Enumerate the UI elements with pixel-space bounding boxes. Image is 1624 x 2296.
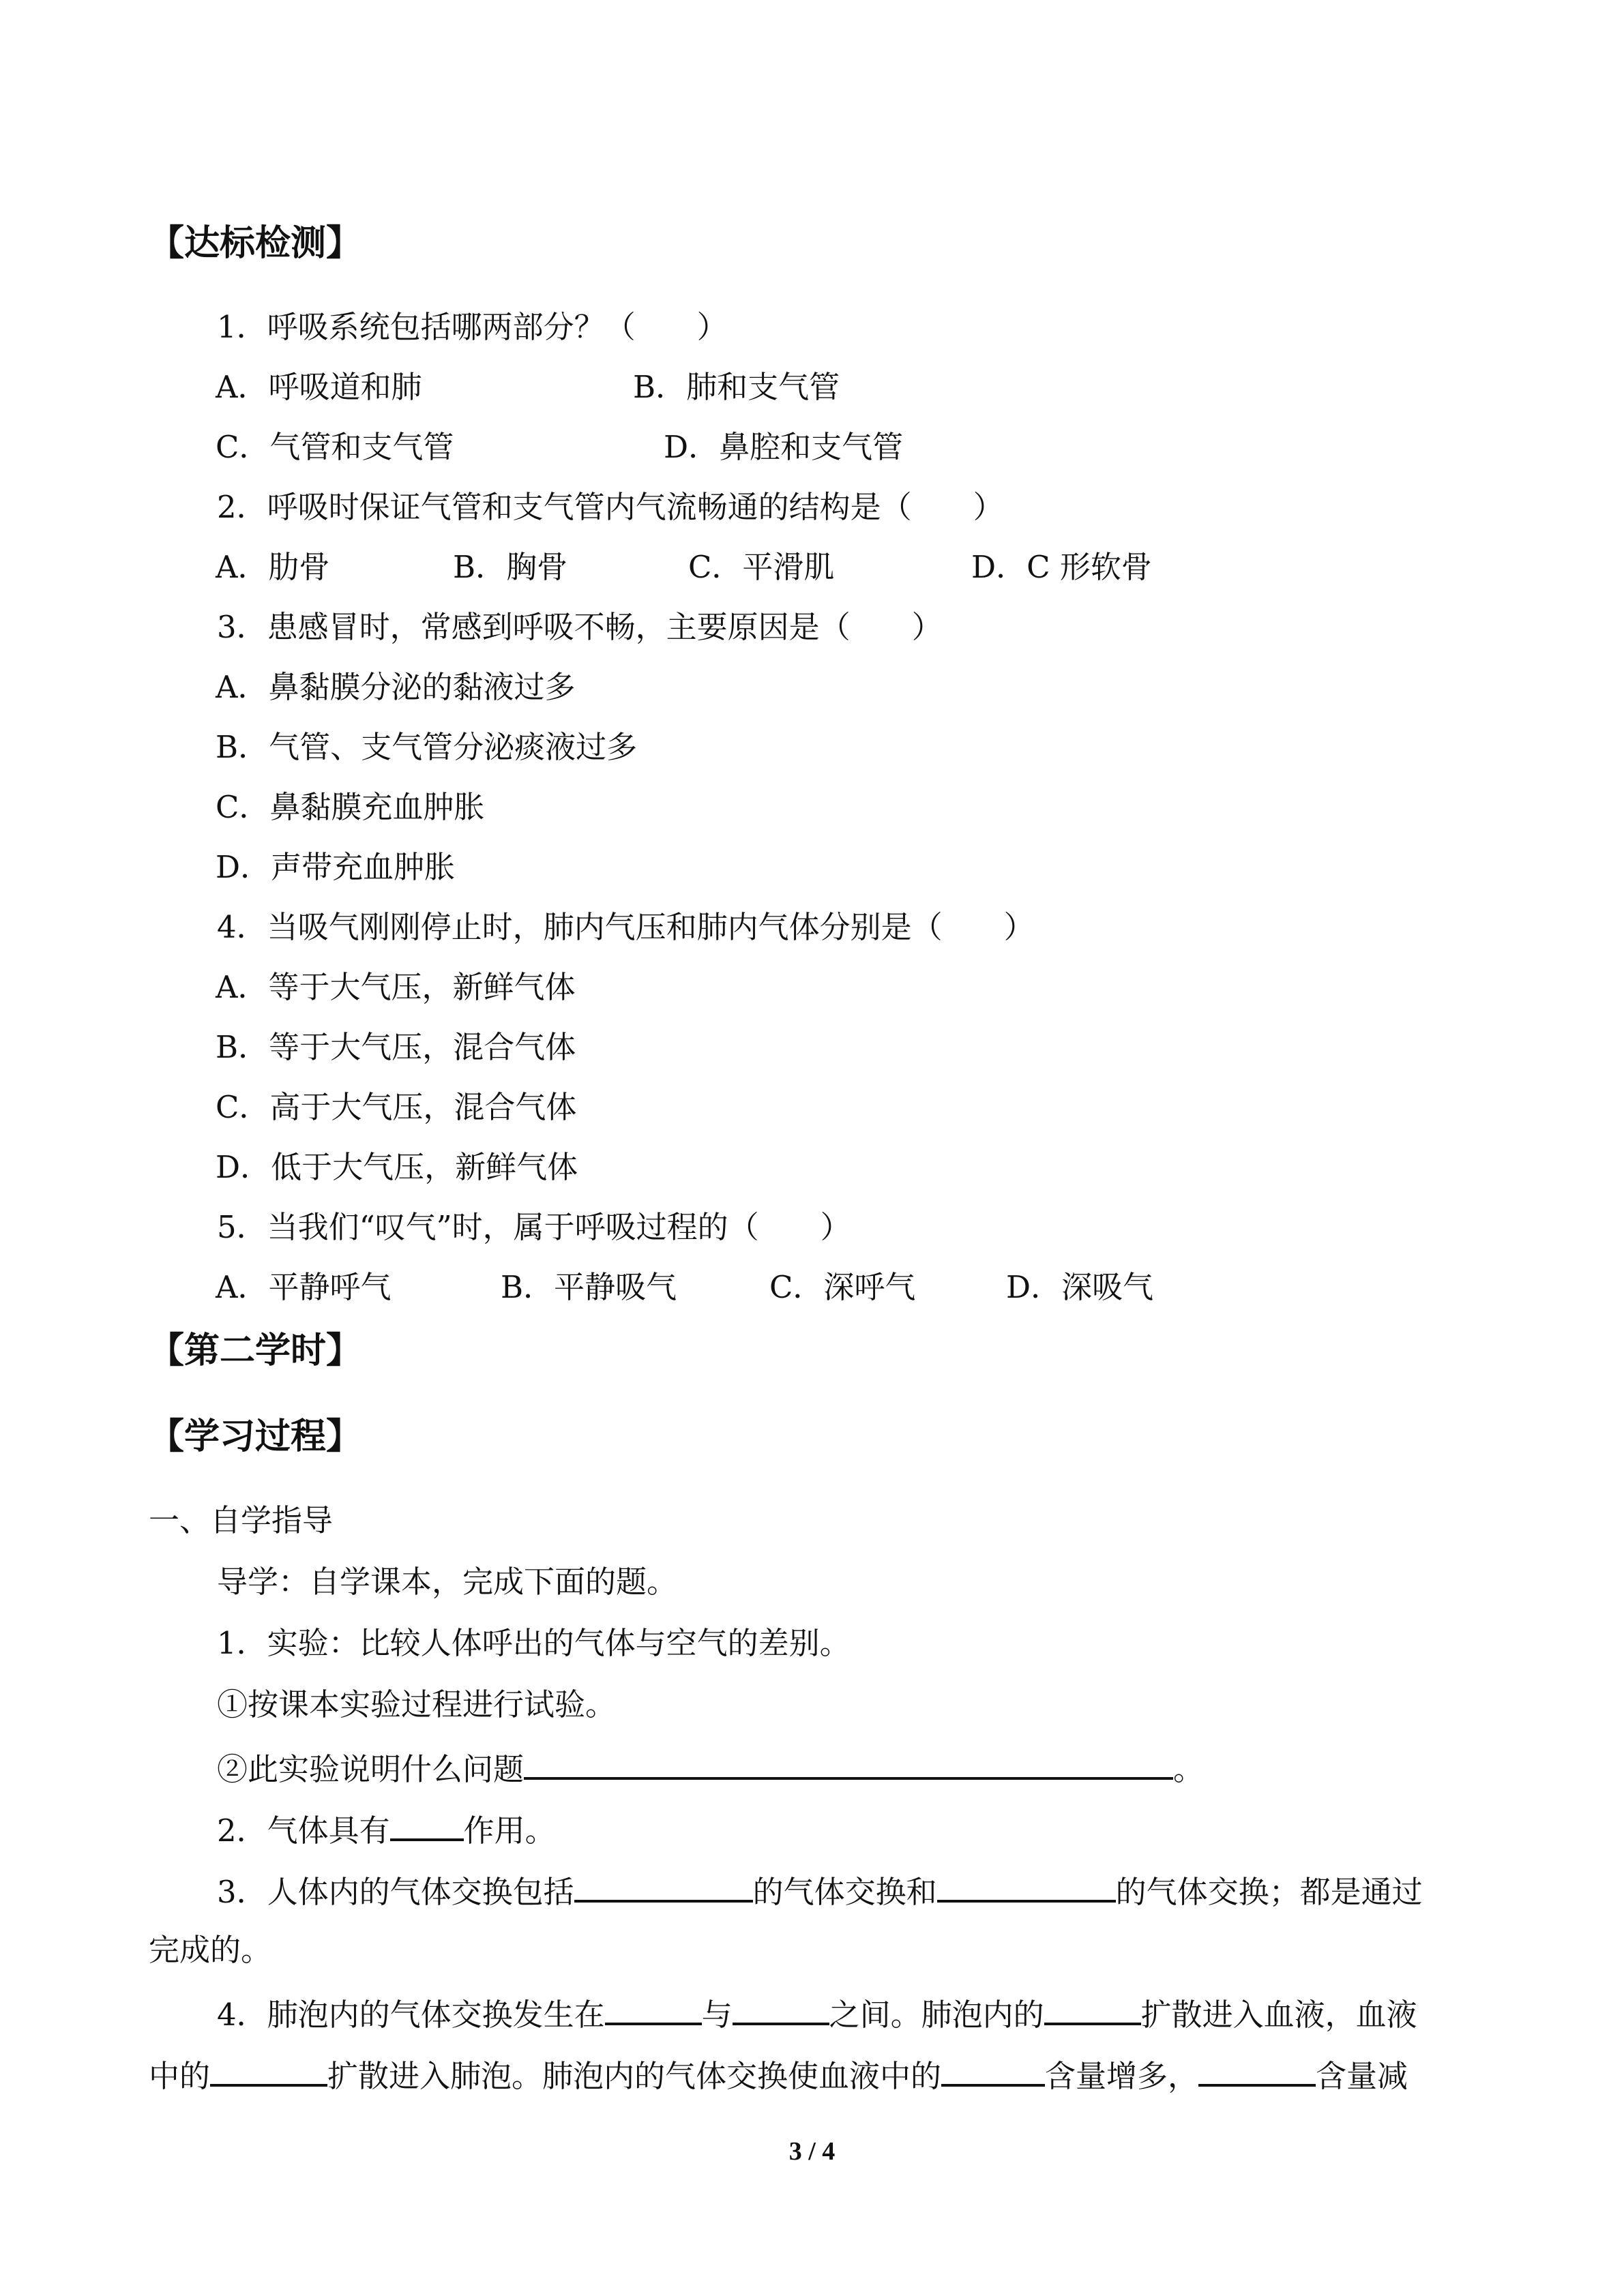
question-2-option-a: A．肋骨 — [216, 549, 330, 585]
study-item-1-step-2-text: ②此实验说明什么问题 — [217, 1751, 525, 1787]
study-item-4-text-h: 含量减 — [1316, 2058, 1408, 2094]
question-5-option-a: A．平静呼气 — [216, 1269, 392, 1305]
answer-blank[interactable] — [941, 2053, 1045, 2087]
question-5-option-c: C．深呼气 — [769, 1269, 916, 1305]
question-2-option-b: B．胸骨 — [453, 549, 568, 585]
study-item-1-step-2-end: 。 — [1173, 1751, 1205, 1787]
study-item-3-continued: 完成的。 — [149, 1932, 272, 1968]
section-heading-check: 【达标检测】 — [149, 223, 362, 264]
section-heading-process: 【学习过程】 — [149, 1416, 362, 1457]
study-guide: 导学：自学课本，完成下面的题。 — [217, 1564, 678, 1600]
study-item-4-text-g: 含量增多， — [1045, 2058, 1199, 2094]
question-4-option-b: B．等于大气压，混合气体 — [216, 1029, 576, 1065]
question-2-option-c: C．平滑肌 — [688, 549, 835, 585]
question-4-option-d: D．低于大气压，新鲜气体 — [216, 1149, 578, 1185]
page-number: 3 / 4 — [788, 2137, 836, 2166]
study-item-2-end: 作用。 — [463, 1813, 556, 1849]
answer-blank[interactable] — [524, 1746, 1173, 1780]
study-item-4-text-a: 4．肺泡内的气体交换发生在 — [217, 1997, 605, 2033]
study-item-4-text-f: 扩散进入肺泡。肺泡内的气体交换使血液中的 — [327, 2058, 942, 2094]
answer-blank[interactable] — [733, 1991, 829, 2025]
answer-blank[interactable] — [1198, 2053, 1316, 2087]
study-item-3-end: 的气体交换；都是通过 — [1115, 1874, 1423, 1910]
study-item-1-step-2 — [217, 1746, 1204, 1787]
study-item-2-text: 2．气体具有 — [217, 1813, 390, 1849]
study-item-4-text-d: 扩散进入血液，血液 — [1140, 1997, 1417, 2033]
question-3-option-b: B．气管、支气管分泌痰液过多 — [216, 729, 638, 765]
question-1-option-c: C．气管和支气管 — [216, 429, 454, 465]
question-3-option-d: D．声带充血肿胀 — [216, 849, 456, 885]
study-section-title: 一、自学指导 — [149, 1502, 334, 1538]
question-5-option-b: B．平静吸气 — [501, 1269, 677, 1305]
question-4-option-c: C．高于大气压，混合气体 — [216, 1089, 577, 1125]
study-item-1-step-1: ①按课本实验过程进行试验。 — [217, 1686, 617, 1723]
answer-blank[interactable] — [937, 1868, 1116, 1903]
answer-blank[interactable] — [605, 1991, 702, 2025]
question-1-stem: 1．呼吸系统包括哪两部分？（ ） — [217, 309, 728, 345]
study-item-4 — [217, 1991, 1417, 2032]
question-1-option-b: B．肺和支气管 — [633, 369, 840, 405]
question-2-option-d: D．C 形软骨 — [971, 549, 1152, 585]
study-item-4-text-e: 中的 — [149, 2058, 211, 2094]
study-item-3-text: 3．人体内的气体交换包括 — [217, 1874, 574, 1910]
question-4-option-a: A．等于大气压，新鲜气体 — [216, 969, 576, 1005]
question-5-option-d: D．深吸气 — [1006, 1269, 1154, 1305]
study-item-3-mid: 的气体交换和 — [752, 1874, 937, 1910]
study-item-4-text-b: 与 — [701, 1997, 733, 2033]
section-heading-second-period: 【第二学时】 — [149, 1330, 362, 1371]
question-5-stem: 5．当我们“叹气”时，属于呼吸过程的（ ） — [217, 1209, 851, 1245]
study-item-2 — [217, 1807, 556, 1848]
answer-blank[interactable] — [210, 2053, 327, 2087]
study-item-1: 1．实验：比较人体呼出的气体与空气的差别。 — [217, 1625, 851, 1661]
answer-blank[interactable] — [390, 1807, 464, 1841]
study-item-4-text-c: 之间。肺泡内的 — [829, 1997, 1044, 2033]
question-3-option-a: A．鼻黏膜分泌的黏液过多 — [216, 669, 576, 705]
answer-blank[interactable] — [1044, 1991, 1141, 2025]
question-1-option-d: D．鼻腔和支气管 — [664, 429, 904, 465]
answer-blank[interactable] — [574, 1868, 753, 1903]
study-item-3 — [217, 1868, 1423, 1909]
study-item-4-continued — [149, 2053, 1408, 2093]
question-3-option-c: C．鼻黏膜充血肿胀 — [216, 789, 485, 825]
question-3-stem: 3．患感冒时，常感到呼吸不畅，主要原因是（ ） — [217, 609, 943, 645]
question-2-stem: 2．呼吸时保证气管和支气管内气流畅通的结构是（ ） — [217, 489, 1004, 525]
question-1-option-a: A．呼吸道和肺 — [216, 369, 422, 405]
question-4-stem: 4．当吸气刚刚停止时，肺内气压和肺内气体分别是（ ） — [217, 909, 1035, 945]
